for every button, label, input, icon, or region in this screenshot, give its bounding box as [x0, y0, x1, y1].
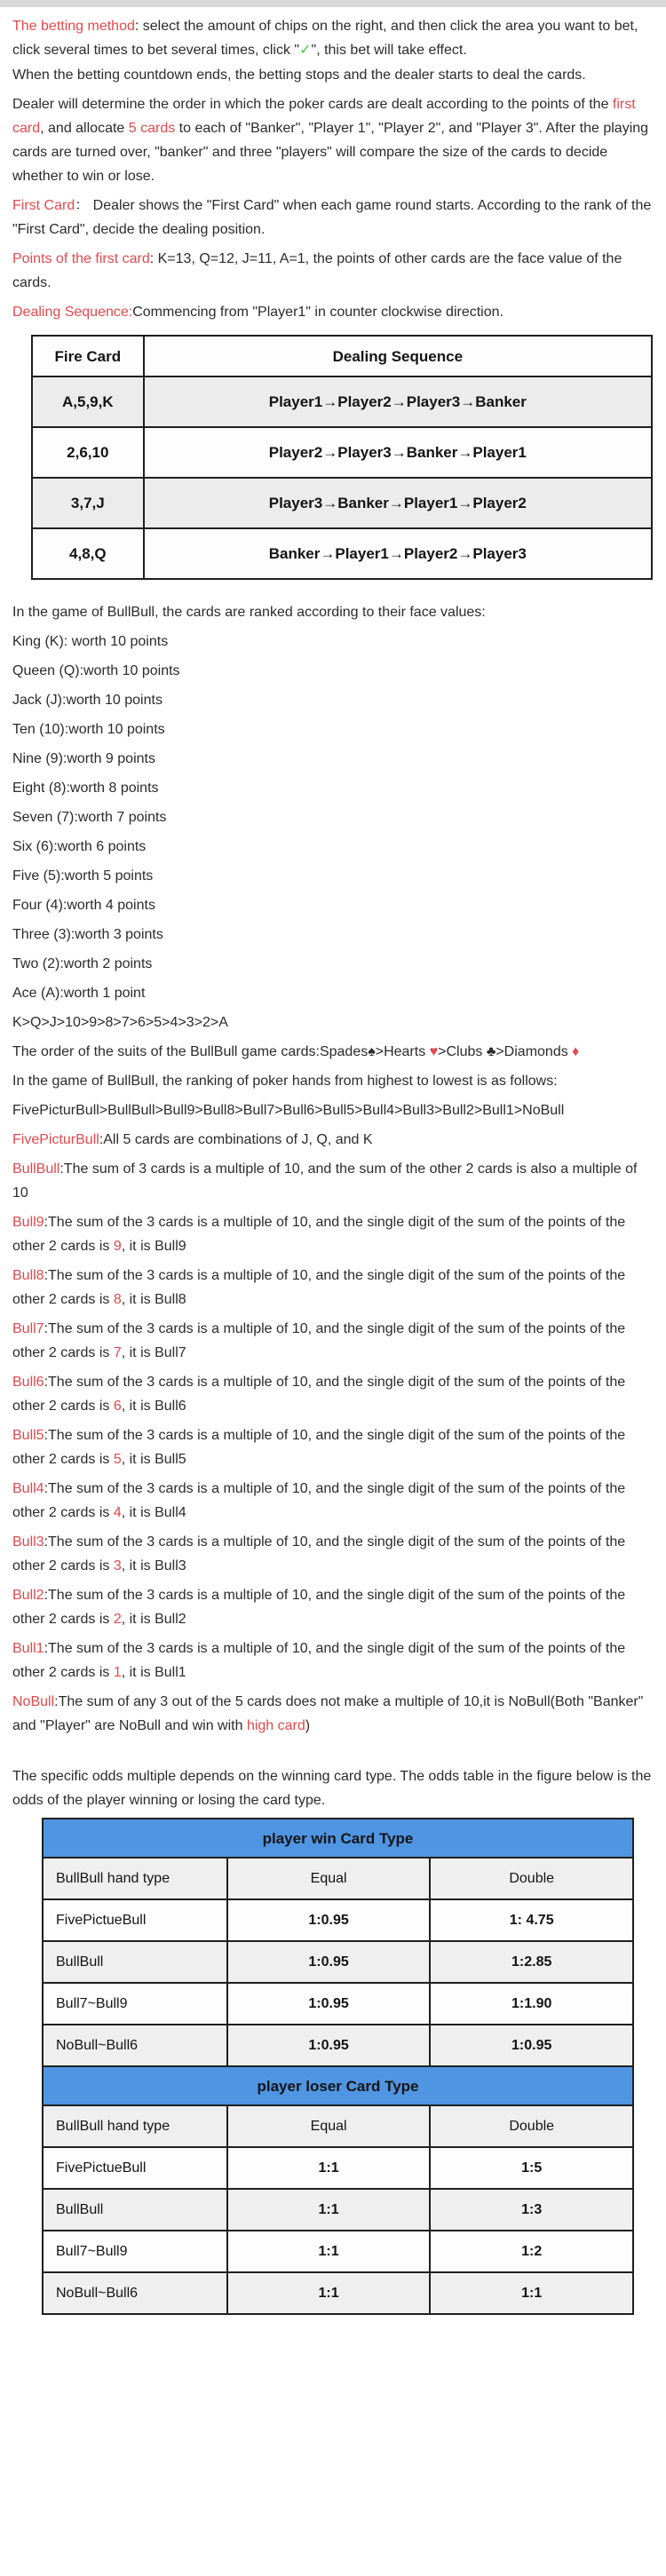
- double-odds-cell: 1:5: [430, 2147, 633, 2189]
- lose-odds-body: [43, 2147, 633, 2314]
- hand-type-cell: NoBull~Bull6: [43, 2272, 227, 2314]
- card-value-item: Nine (9):worth 9 points: [12, 751, 155, 766]
- bull-definition: Bull3:The sum of the 3 cards is a multiple of 10, and the single digit of the sum of the points of the other 2 cards is 3, it is Bull3: [12, 1534, 626, 1573]
- bull-label: Bull9: [12, 1215, 44, 1230]
- double-odds-cell: 1:2: [430, 2231, 633, 2272]
- win-odds-row: [43, 1983, 633, 2025]
- equal-odds-cell: 1:1: [227, 2272, 431, 2314]
- bull-definition: Bull1:The sum of the 3 cards is a multiple of 10, and the single digit of the sum of the points of the other 2 cards is 1, it is Bull1: [12, 1641, 626, 1680]
- bull-label: Bull7: [12, 1321, 44, 1336]
- ranking-intro: In the game of BullBull, the cards are ranked according to their face values:: [12, 605, 486, 620]
- bull-digit: 9: [113, 1239, 122, 1254]
- win-column-header-row: [43, 1858, 633, 1899]
- equal-header: Equal: [227, 2105, 431, 2147]
- hand-type-header: BullBull hand type: [43, 2105, 227, 2147]
- sequence-cell: Player1→Player2→Player3→Banker: [144, 376, 652, 427]
- bull-label: Bull1: [12, 1641, 44, 1656]
- double-odds-cell: 1:1: [430, 2272, 633, 2314]
- dealing-table-row: [32, 427, 652, 478]
- heart-suit-icon: ♥: [429, 1044, 439, 1059]
- high-card-red-text: high card: [246, 1718, 305, 1733]
- equal-odds-cell: 1:0.95: [227, 1899, 431, 1941]
- double-odds-cell: 1:2.85: [430, 1941, 633, 1983]
- bull-digit: 8: [113, 1292, 122, 1307]
- bull-definition: Bull9:The sum of the 3 cards is a multiple of 10, and the single digit of the sum of the points of the other 2 cards is 9, it is Bull9: [12, 1215, 626, 1254]
- card-value-item: Four (4):worth 4 points: [12, 898, 155, 913]
- five-picture-bull-label: FivePicturBull: [12, 1132, 99, 1147]
- points-paragraph: Points of the first card: K=13, Q=12, J=11, A=1, the points of other cards are the face value of the cards.: [12, 251, 622, 290]
- double-odds-cell: 1:0.95: [430, 2025, 633, 2066]
- equal-odds-cell: 1:1: [227, 2231, 431, 2272]
- betting-method-paragraph: The betting method: select the amount of chips on the right, and then click the area you want to bet, click several times to bet several times, click "✓", this bet will take effect.: [12, 19, 638, 58]
- player-loser-header-row: [43, 2066, 633, 2105]
- bull-definition: Bull5:The sum of the 3 cards is a multiple of 10, and the single digit of the sum of the points of the other 2 cards is 5, it is Bull5: [12, 1428, 626, 1467]
- equal-header: Equal: [227, 1858, 431, 1899]
- hand-type-cell: BullBull: [43, 1941, 227, 1983]
- bull-digit: 1: [113, 1665, 122, 1680]
- fire-card-cell: 2,6,10: [32, 427, 144, 478]
- five-picture-bull-definition: FivePicturBull:All 5 cards are combinations of J, Q, and K: [12, 1132, 373, 1147]
- card-value-item: Five (5):worth 5 points: [12, 868, 154, 884]
- lose-odds-row: [43, 2272, 633, 2314]
- bull-digit: 3: [113, 1558, 122, 1573]
- dealing-table-row: [32, 528, 652, 579]
- card-value-item: Seven (7):worth 7 points: [12, 810, 167, 825]
- card-value-item: Eight (8):worth 8 points: [12, 781, 159, 796]
- player-win-header-row: [43, 1819, 633, 1858]
- bull-label: Bull3: [12, 1534, 44, 1550]
- hand-type-cell: Bull7~Bull9: [43, 2231, 227, 2272]
- odds-intro: The specific odds multiple depends on the winning card type. The odds table in the figure below is the odds of the player winning or losing the card type.: [12, 1769, 652, 1808]
- dealing-sequence-table: [31, 335, 653, 580]
- first-card-paragraph: First Card： Dealer shows the "First Card" when each game round starts. According to the rank of the "First Card", decide the dealing position.: [12, 198, 652, 237]
- nobull-definition: NoBull:The sum of any 3 out of the 5 cards does not make a multiple of 10,it is NoBull(Both "Banker" and "Player" are NoBull and win with high card): [12, 1694, 644, 1733]
- fire-card-header: Fire Card: [32, 336, 144, 376]
- sequence-cell: Player2→Player3→Banker→Player1: [144, 427, 652, 478]
- lose-odds-row: [43, 2231, 633, 2272]
- bull-label: Bull5: [12, 1428, 44, 1443]
- top-edge-strip: [0, 0, 666, 7]
- hand-type-cell: Bull7~Bull9: [43, 1983, 227, 2025]
- bull-definition: Bull7:The sum of the 3 cards is a multiple of 10, and the single digit of the sum of the points of the other 2 cards is 7, it is Bull7: [12, 1321, 626, 1360]
- bull-definition: Bull8:The sum of the 3 cards is a multiple of 10, and the single digit of the sum of the points of the other 2 cards is 8, it is Bull8: [12, 1268, 626, 1307]
- double-header: Double: [430, 2105, 633, 2147]
- sequence-cell: Player3→Banker→Player1→Player2: [144, 478, 652, 528]
- bull-definitions-list: [12, 1210, 654, 1684]
- equal-odds-cell: 1:0.95: [227, 2025, 431, 2066]
- double-odds-cell: 1:3: [430, 2189, 633, 2231]
- bull-digit: 7: [113, 1345, 122, 1360]
- lose-odds-row: [43, 2189, 633, 2231]
- sequence-cell: Banker→Player1→Player2→Player3: [144, 528, 652, 579]
- points-label: Points of the first card: [12, 251, 150, 266]
- dealing-table-row: [32, 376, 652, 427]
- win-odds-row: [43, 2025, 633, 2066]
- dealer-order-paragraph: Dealer will determine the order in which the poker cards are dealt according to the points of the first card, and allocate 5 cards to each of "Banker", "Player 1", "Player 2", and "Player 3". After the playing cards are turned over, "banker" and three "players" will compare the size of the cards to decide whether to win or lose.: [12, 97, 649, 184]
- bull-digit: 6: [113, 1399, 122, 1414]
- card-value-item: Two (2):worth 2 points: [12, 956, 153, 971]
- bullbull-definition: BullBull:The sum of 3 cards is a multiple of 10, and the sum of the other 2 cards is also a multiple of 10: [12, 1161, 638, 1201]
- hand-type-cell: FivePictueBull: [43, 2147, 227, 2189]
- lose-odds-row: [43, 2147, 633, 2189]
- hand-type-header: BullBull hand type: [43, 1858, 227, 1899]
- hand-type-cell: NoBull~Bull6: [43, 2025, 227, 2066]
- bull-label: Bull8: [12, 1268, 44, 1283]
- dealing-table-body: [32, 376, 652, 579]
- bull-definition: Bull6:The sum of the 3 cards is a multiple of 10, and the single digit of the sum of the points of the other 2 cards is 6, it is Bull6: [12, 1375, 626, 1414]
- dealing-table-header-row: [32, 336, 652, 376]
- dealing-table-row: [32, 478, 652, 528]
- dealing-sequence-paragraph: Dealing Sequence:Commencing from "Player1" in counter clockwise direction.: [12, 305, 503, 320]
- bull-label: Bull6: [12, 1375, 44, 1390]
- equal-odds-cell: 1:0.95: [227, 1983, 431, 2025]
- card-value-item: Queen (Q):worth 10 points: [12, 663, 180, 678]
- five-cards-red-text: 5 cards: [128, 121, 176, 136]
- betting-method-label: The betting method: [12, 19, 135, 34]
- nobull-label: NoBull: [12, 1694, 55, 1709]
- bull-definition: Bull2:The sum of the 3 cards is a multiple of 10, and the single digit of the sum of the points of the other 2 cards is 2, it is Bull2: [12, 1588, 626, 1627]
- card-value-item: Ten (10):worth 10 points: [12, 722, 165, 737]
- hand-type-cell: BullBull: [43, 2189, 227, 2231]
- hand-type-cell: FivePictueBull: [43, 1899, 227, 1941]
- fire-card-cell: 3,7,J: [32, 478, 144, 528]
- bull-definition: Bull4:The sum of the 3 cards is a multiple of 10, and the single digit of the sum of the points of the other 2 cards is 4, it is Bull4: [12, 1481, 626, 1520]
- player-win-title: player win Card Type: [43, 1819, 633, 1858]
- double-odds-cell: 1: 4.75: [430, 1899, 633, 1941]
- player-loser-title: player loser Card Type: [43, 2066, 633, 2105]
- bull-digit: 4: [113, 1505, 122, 1520]
- card-values-list: [12, 630, 654, 1005]
- bull-label: Bull2: [12, 1588, 44, 1603]
- diamond-suit-icon: ♦: [572, 1044, 580, 1059]
- hands-ranking-chain: FivePicturBull>BullBull>Bull9>Bull8>Bull7>Bull6>Bull5>Bull4>Bull3>Bull2>Bull1>NoBull: [12, 1103, 565, 1118]
- equal-odds-cell: 1:0.95: [227, 1941, 431, 1983]
- suits-order-line: The order of the suits of the BullBull game cards:Spades♠>Hearts ♥>Clubs ♣>Diamonds ♦: [12, 1044, 580, 1059]
- first-card-red-text: first card: [12, 97, 636, 136]
- lose-column-header-row: [43, 2105, 633, 2147]
- rules-document: [0, 7, 666, 2315]
- dealing-sequence-header: Dealing Sequence: [144, 336, 652, 376]
- first-card-label: First Card: [12, 198, 75, 213]
- checkmark-icon: ✓: [299, 43, 312, 58]
- double-header: Double: [430, 1858, 633, 1899]
- fire-card-cell: A,5,9,K: [32, 376, 144, 427]
- win-odds-row: [43, 1899, 633, 1941]
- fire-card-cell: 4,8,Q: [32, 528, 144, 579]
- double-odds-cell: 1:1.90: [430, 1983, 633, 2025]
- card-value-item: Three (3):worth 3 points: [12, 927, 163, 942]
- countdown-paragraph: When the betting countdown ends, the betting stops and the dealer starts to deal the cards.: [12, 67, 586, 83]
- bull-digit: 2: [113, 1612, 122, 1627]
- card-order-line: K>Q>J>10>9>8>7>6>5>4>3>2>A: [12, 1015, 228, 1030]
- win-odds-body: [43, 1899, 633, 2066]
- card-value-item: Jack (J):worth 10 points: [12, 693, 163, 708]
- odds-table: [42, 1818, 634, 2315]
- card-value-item: King (K): worth 10 points: [12, 634, 169, 649]
- card-value-item: Ace (A):worth 1 point: [12, 986, 146, 1001]
- dealing-sequence-label: Dealing Sequence:: [12, 305, 133, 320]
- bullbull-label: BullBull: [12, 1161, 60, 1177]
- win-odds-row: [43, 1941, 633, 1983]
- card-value-item: Six (6):worth 6 points: [12, 839, 147, 854]
- hands-ranking-intro: In the game of BullBull, the ranking of poker hands from highest to lowest is as follows:: [12, 1074, 558, 1089]
- equal-odds-cell: 1:1: [227, 2147, 431, 2189]
- equal-odds-cell: 1:1: [227, 2189, 431, 2231]
- bull-digit: 5: [113, 1452, 122, 1467]
- bull-label: Bull4: [12, 1481, 44, 1496]
